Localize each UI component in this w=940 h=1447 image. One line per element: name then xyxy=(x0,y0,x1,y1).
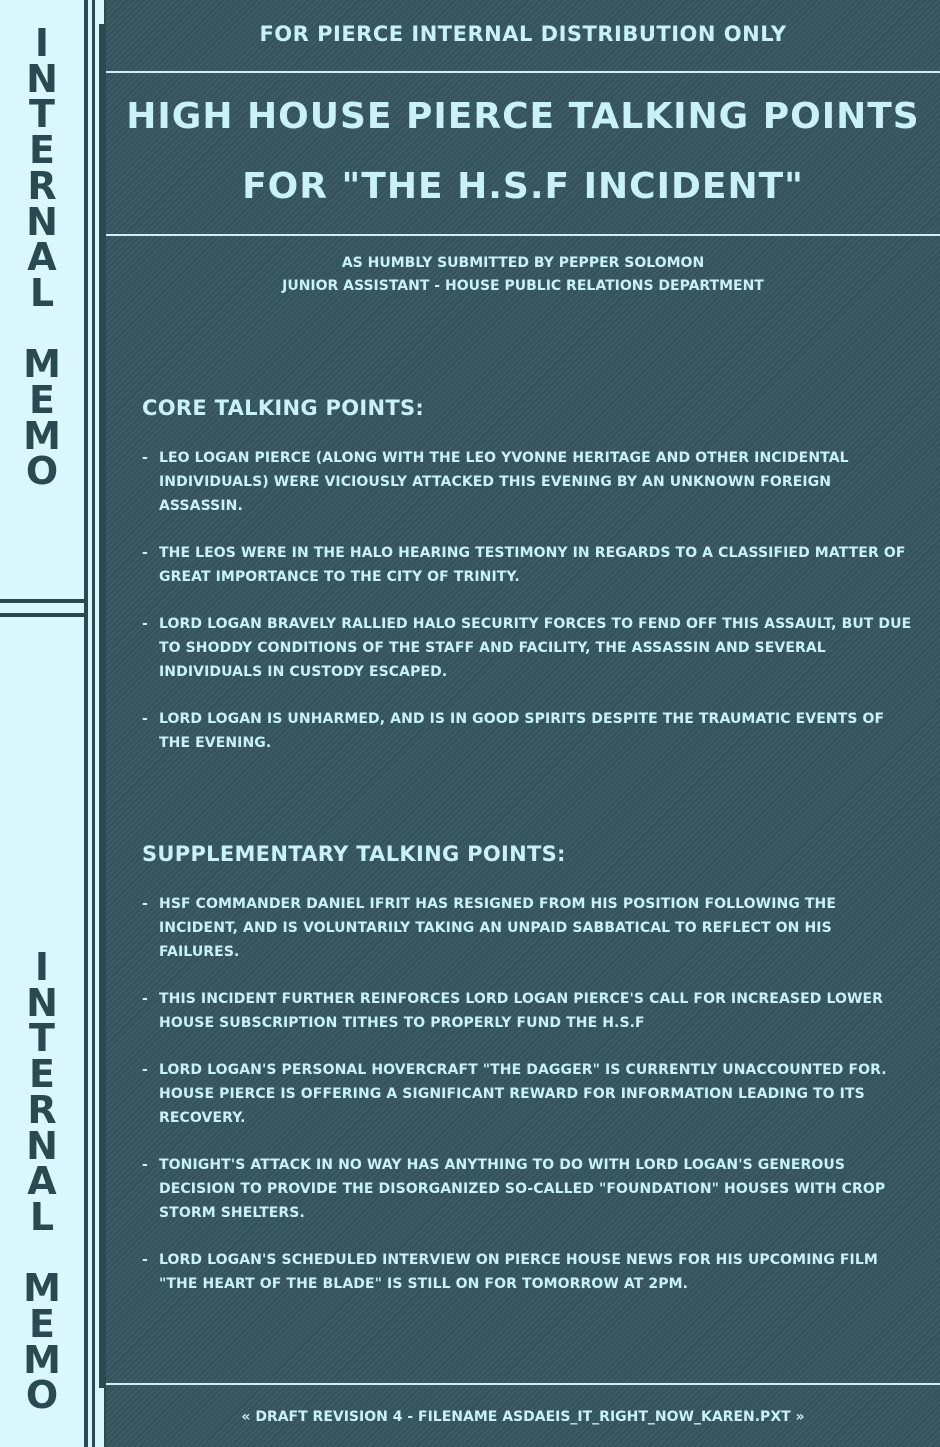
side-stamp-strip xyxy=(0,0,84,1447)
supplementary-points-list xyxy=(142,892,912,1296)
list-item: - LORD LOGAN'S SCHEDULED INTERVIEW ON PIERCE HOUSE NEWS FOR HIS UPCOMING FILM "THE HEART OF THE BLADE" IS STILL ON FOR TOMORROW AT 2PM. xyxy=(142,1248,912,1296)
distribution-notice: FOR PIERCE INTERNAL DISTRIBUTION ONLY xyxy=(259,22,787,46)
list-item: - LEO LOGAN PIERCE (ALONG WITH THE LEO YVONNE HERITAGE AND OTHER INCIDENTAL INDIVIDUALS) WERE VICIOUSLY ATTACKED THIS EVENING BY AN UNKNOWN FOREIGN ASSASSIN. xyxy=(142,446,912,518)
draft-revision-footer: « DRAFT REVISION 4 - FILENAME ASDAEIS_IT_RIGHT_NOW_KAREN.PXT » xyxy=(241,1409,805,1425)
title-divider xyxy=(106,234,940,236)
list-item: - LORD LOGAN'S PERSONAL HOVERCRAFT "THE DAGGER" IS CURRENTLY UNACCOUNTED FOR. HOUSE PIERCE IS OFFERING A SIGNIFICANT REWARD FOR INFORMATION LEADING TO ITS RECOVERY. xyxy=(142,1058,912,1130)
memo-title-line-1: HIGH HOUSE PIERCE TALKING POINTS xyxy=(126,96,920,137)
internal-memo-stamp-bottom: I N T E R N A L M E M O xyxy=(23,945,61,1418)
core-points-list xyxy=(142,446,912,755)
memo-title-line-2: FOR "THE H.S.F INCIDENT" xyxy=(242,166,804,207)
sidebar-divider-lower xyxy=(0,613,84,617)
list-item: - LORD LOGAN BRAVELY RALLIED HALO SECURITY FORCES TO FEND OFF THIS ASSAULT, BUT DUE TO SHODDY CONDITIONS OF THE STAFF AND FACILITY, THE ASSASSIN AND SEVERAL INDIVIDUALS IN CUSTODY ESCAPED. xyxy=(142,612,912,684)
list-item: - LORD LOGAN IS UNHARMED, AND IS IN GOOD SPIRITS DESPITE THE TRAUMATIC EVENTS OF THE EVENING. xyxy=(142,707,912,755)
sidebar-divider-upper xyxy=(0,599,84,603)
core-points-heading: CORE TALKING POINTS: xyxy=(142,396,425,420)
frame-bottom-notch xyxy=(96,1388,104,1447)
internal-memo-stamp-top: I N T E R N A L M E M O xyxy=(23,21,61,494)
frame-top-notch xyxy=(96,0,104,24)
submitter-role: JUNIOR ASSISTANT - HOUSE PUBLIC RELATIONS DEPARTMENT xyxy=(282,278,764,294)
supplementary-points-heading: SUPPLEMENTARY TALKING POINTS: xyxy=(142,842,566,866)
footer-divider xyxy=(106,1383,940,1385)
header-divider xyxy=(106,71,940,73)
list-item: - THIS INCIDENT FURTHER REINFORCES LORD LOGAN PIERCE'S CALL FOR INCREASED LOWER HOUSE SUBSCRIPTION TITHES TO PROPERLY FUND THE H.S.F xyxy=(142,987,912,1035)
list-item: - HSF COMMANDER DANIEL IFRIT HAS RESIGNED FROM HIS POSITION FOLLOWING THE INCIDENT, AND IS VOLUNTARILY TAKING AN UNPAID SABBATICAL TO REFLECT ON HIS FAILURES. xyxy=(142,892,912,964)
list-item: - TONIGHT'S ATTACK IN NO WAY HAS ANYTHING TO DO WITH LORD LOGAN'S GENEROUS DECISION TO PROVIDE THE DISORGANIZED SO-CALLED "FOUNDATION" HOUSES WITH CROP STORM SHELTERS. xyxy=(142,1153,912,1225)
frame-line-outer xyxy=(84,0,88,1447)
frame-line-inner xyxy=(99,0,106,1447)
submitted-by: AS HUMBLY SUBMITTED BY PEPPER SOLOMON xyxy=(341,255,705,271)
list-item: - THE LEOS WERE IN THE HALO HEARING TESTIMONY IN REGARDS TO A CLASSIFIED MATTER OF GREAT IMPORTANCE TO THE CITY OF TRINITY. xyxy=(142,541,912,589)
memo-panel xyxy=(106,0,940,1447)
frame-line-middle xyxy=(92,0,95,1447)
